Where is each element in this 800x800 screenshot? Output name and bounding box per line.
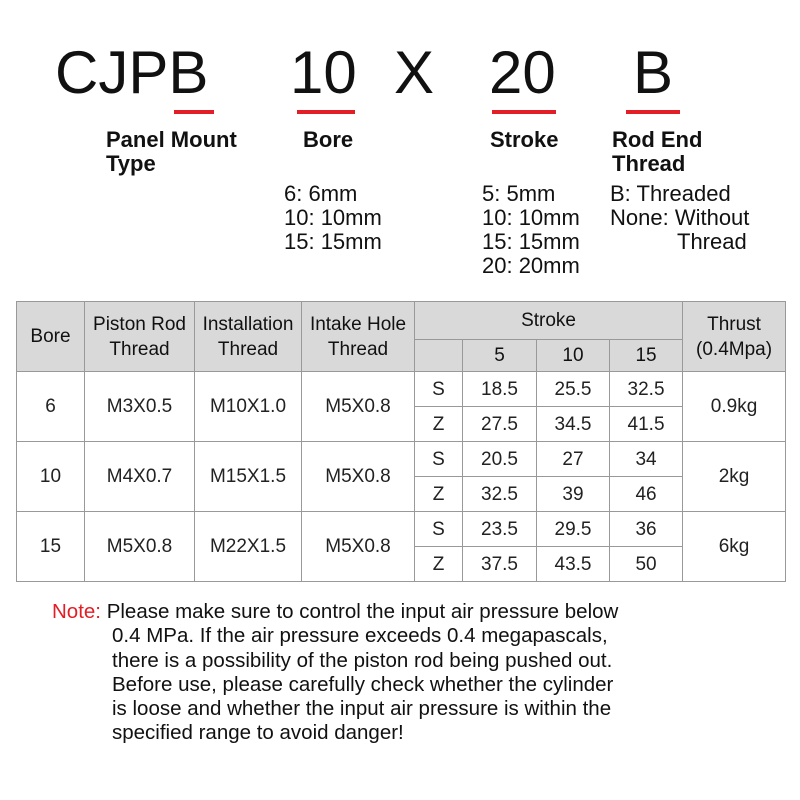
note-line: specified range to avoid danger! [112,721,404,745]
cell-s-label: S [415,442,463,477]
note-text: Please make sure to control the input air pressure below [101,600,619,623]
bore-option: 10: 10mm [284,205,382,230]
table-row [17,442,786,477]
header-line: (0.4Mpa) [696,338,773,360]
model-bore-code: 10 [290,39,357,106]
cell-z-value: 41.5 [610,407,683,442]
cell-s-label: S [415,372,463,407]
header-line: Intake Hole [309,313,407,335]
stroke-options [482,182,580,278]
rod-end-option: None: Without [610,205,750,230]
header-bore: Bore [17,302,85,372]
cell-z-label: Z [415,407,463,442]
cell-z-label: Z [415,547,463,582]
header-intake-hole-thread [302,302,415,372]
table-row [17,512,786,547]
cell-s-value: 34 [610,442,683,477]
bore-option: 15: 15mm [284,229,382,254]
header-stroke-value: 15 [610,340,683,372]
cell-s-value: 18.5 [463,372,537,407]
cell-z-label: Z [415,477,463,512]
cell-s-value: 23.5 [463,512,537,547]
header-line: Thread [327,338,389,360]
header-line: Thread [109,338,170,360]
note-label: Note: [52,600,101,623]
bore-options [284,182,382,254]
model-rod-end-code: B [633,39,674,106]
header-stroke-value: 5 [463,340,537,372]
model-stroke-code: 20 [489,39,556,106]
header-stroke-value: 10 [537,340,610,372]
cell-z-value: 46 [610,477,683,512]
note-line: is loose and whether the input air pressure is within the [112,697,612,721]
cell-piston-rod-thread: M4X0.7 [85,442,195,512]
cell-thrust: 2kg [683,442,786,512]
cell-bore: 6 [17,372,85,442]
rod-end-underline [626,110,680,114]
header-stroke: Stroke [415,302,683,340]
cell-s-value: 29.5 [537,512,610,547]
note-line: 0.4 MPa. If the air pressure exceeds 0.4 megapascals, [112,624,608,648]
cell-s-value: 36 [610,512,683,547]
header-line: Thrust [707,313,761,335]
cell-intake-hole-thread: M5X0.8 [302,512,415,582]
cell-thrust: 6kg [683,512,786,582]
cell-s-value: 20.5 [463,442,537,477]
cell-z-value: 50 [610,547,683,582]
cell-installation-thread: M10X1.0 [195,372,302,442]
cell-z-value: 39 [537,477,610,512]
cell-piston-rod-thread: M5X0.8 [85,512,195,582]
stroke-label: Stroke [490,127,559,152]
cell-z-value: 43.5 [537,547,610,582]
cell-z-value: 27.5 [463,407,537,442]
stroke-option: 5: 5mm [482,181,556,206]
cell-z-value: 37.5 [463,547,537,582]
header-line: Thread [217,338,279,360]
cell-z-value: 32.5 [463,477,537,512]
rod-end-option: Thread [677,229,747,254]
stroke-underline [492,110,556,114]
cell-s-value: 27 [537,442,610,477]
cell-s-value: 25.5 [537,372,610,407]
stroke-option: 10: 10mm [482,205,580,230]
header-line: Installation [202,313,294,335]
cell-installation-thread: M22X1.5 [195,512,302,582]
cell-installation-thread: M15X1.5 [195,442,302,512]
cell-z-value: 34.5 [537,407,610,442]
header-line: Piston Rod [93,313,186,335]
note-line: there is a possibility of the piston rod being pushed out. [112,648,613,672]
rod-end-option: B: Threaded [610,181,731,206]
header-stroke-blank [415,340,463,372]
cell-s-label: S [415,512,463,547]
bore-underline [297,110,355,114]
spec-table [16,301,786,582]
bore-label: Bore [303,127,354,152]
table-row [17,372,786,407]
rod-end-label: Rod End Thread [612,127,703,176]
rod-end-options [610,182,749,254]
note-line [52,600,772,624]
stroke-option: 15: 15mm [482,229,580,254]
cell-thrust: 0.9kg [683,372,786,442]
cell-bore: 10 [17,442,85,512]
note-line: Before use, please carefully check whether the cylinder [112,672,614,696]
cell-bore: 15 [17,512,85,582]
cell-piston-rod-thread: M3X0.5 [85,372,195,442]
series-suffix-underline [174,110,214,114]
stroke-option: 20: 20mm [482,253,580,278]
type-label: Panel Mount Type [106,127,237,176]
cell-intake-hole-thread: M5X0.8 [302,372,415,442]
bore-option: 6: 6mm [284,181,358,206]
model-series-code: CJPB [55,39,209,106]
model-separator: X [394,39,435,106]
header-piston-rod-thread [85,302,195,372]
header-installation-thread [195,302,302,372]
cell-s-value: 32.5 [610,372,683,407]
note-block [52,600,772,746]
header-thrust [683,302,786,372]
cell-intake-hole-thread: M5X0.8 [302,442,415,512]
